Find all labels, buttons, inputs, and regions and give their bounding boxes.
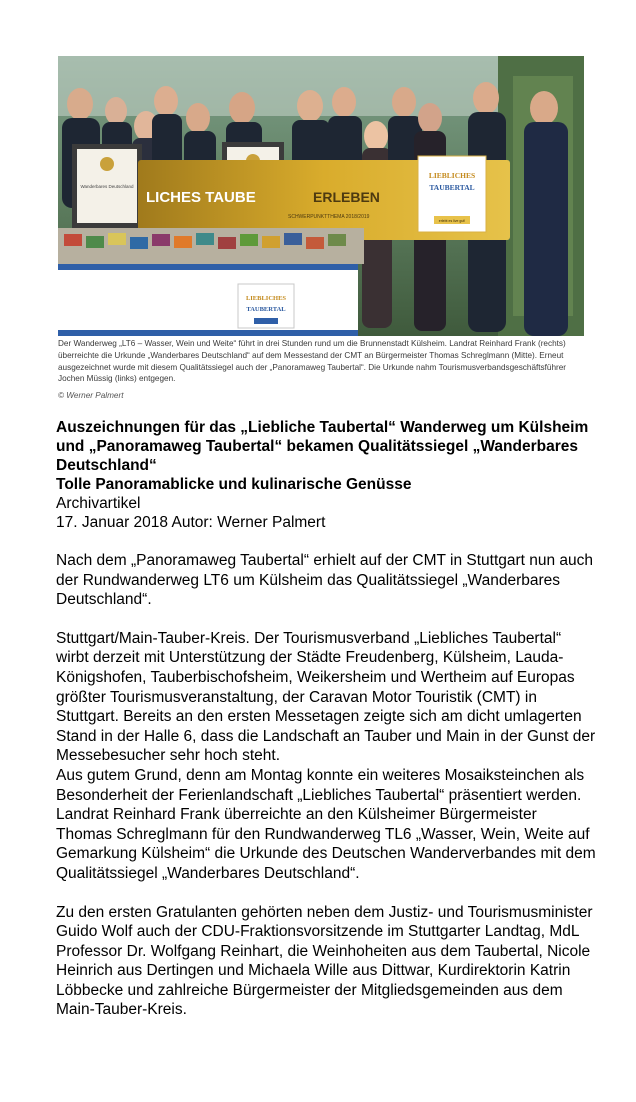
article-headline: Auszeichnungen für das „Liebliche Taubertal“ Wanderweg um Külsheim und „Panoramaweg Taubertal“ bekamen Qualitätssiegel „Wanderbares Deutschland“: [56, 419, 589, 474]
certificate-text-left: Wanderbares Deutschland: [80, 184, 134, 189]
article-paragraph-4: Zu den ersten Gratulanten gehörten neben dem Justiz- und Tourismusminister Guido Wolf auch der CDU-Fraktionsvorsitzende im Stuttgarter Landtag, MdL Professor Dr. Wolfgang Reinhart, die Weinhoheiten aus dem Taubertal, Nicole Heinrich aus Dertingen und Michaela Wille aus Dittwar, Kurdirektorin Katrin Löbbecke und zahlreiche Bürgermeister der Mitgliedsgemeinden aus dem Main-Tauber-Kreis.: [56, 903, 593, 1019]
article-subheadline: Tolle Panoramablicke und kulinarische Genüsse: [56, 476, 412, 493]
counter-logo-bottom: TAUBERTAL: [246, 306, 286, 313]
banner-logo-tag: erlebt es live gut!: [438, 219, 466, 223]
article-category: Archivartikel: [56, 495, 141, 512]
article-body: [56, 418, 596, 1020]
article-photo: [58, 56, 584, 336]
article-paragraph-3: Aus gutem Grund, denn am Montag konnte ein weiteres Mosaiksteinchen als Besonderheit der Ferienlandschaft „Liebliches Taubertal“ präsentiert werden. Landrat Reinhard Frank überreichte an den Külsheimer Bürgermeister Thomas Schreglmann für den Rundwanderweg TL6 „Wasser, Wein, Weite auf Gemarkung Külsheim“ die Urkunde des Deutschen Wanderverbandes mit dem Qualitätssiegel „Wanderbares Deutschland“.: [56, 766, 596, 882]
article-paragraph-intro: Nach dem „Panoramaweg Taubertal“ erhielt auf der CMT in Stuttgart nun auch der Rundwanderweg LT6 um Külsheim das Qualitätssiegel „Wanderbares Deutschland“.: [56, 552, 594, 609]
banner-sub-text: SCHWERPUNKTTHEMA 2018/2019: [288, 214, 370, 220]
photo-credit: © Werner Palmert: [58, 391, 124, 400]
photo-caption: Der Wanderweg „LT6 – Wasser, Wein und Weite“ führt in drei Stunden rund um die Brunnenstadt Külsheim. Landrat Reinhard Frank (rechts) überreichte die Urkunde „Wanderbares Deutschland“ auf dem Messestand der CMT an Bürgermeister Thomas Schreglmann (Mitte). Erneut ausgezeichnet wurde mit diesem Qualitätssiegel auch der „Panoramaweg Taubertal“. Die Urkunde nahm Tourismusverbandsgeschäftsführer Jochen Müssig (links) entgegen.: [58, 339, 567, 384]
banner-left-text: LICHES TAUBE: [146, 189, 256, 206]
banner-mid-text: ERLEBEN: [313, 189, 380, 205]
banner-logo-top: LIEBLICHES: [428, 171, 476, 180]
article-dateline: 17. Januar 2018 Autor: Werner Palmert: [56, 514, 326, 531]
counter-logo-top: LIEBLICHES: [245, 295, 287, 302]
banner-logo-bottom: TAUBERTAL: [429, 183, 475, 192]
article-paragraph-2: Stuttgart/Main-Tauber-Kreis. Der Tourismusverband „Liebliches Taubertal“ wirbt derzeit mit Unterstützung der Städte Freudenberg, Külsheim, Lauda-Königshofen, Tauberbischofsheim, Weikersheim und Wertheim auf Europas größter Tourismusveranstaltung, der Caravan Motor Touristik (CMT) in Stuttgart. Bereits an den ersten Messetagen zeigte sich am dicht umlagerten Stand in der Halle 6, dass die Landschaft an Tauber und Main in der Gunst der Messebesucher sehr hoch steht.: [56, 629, 596, 765]
group-photo-illustration: [58, 56, 584, 336]
